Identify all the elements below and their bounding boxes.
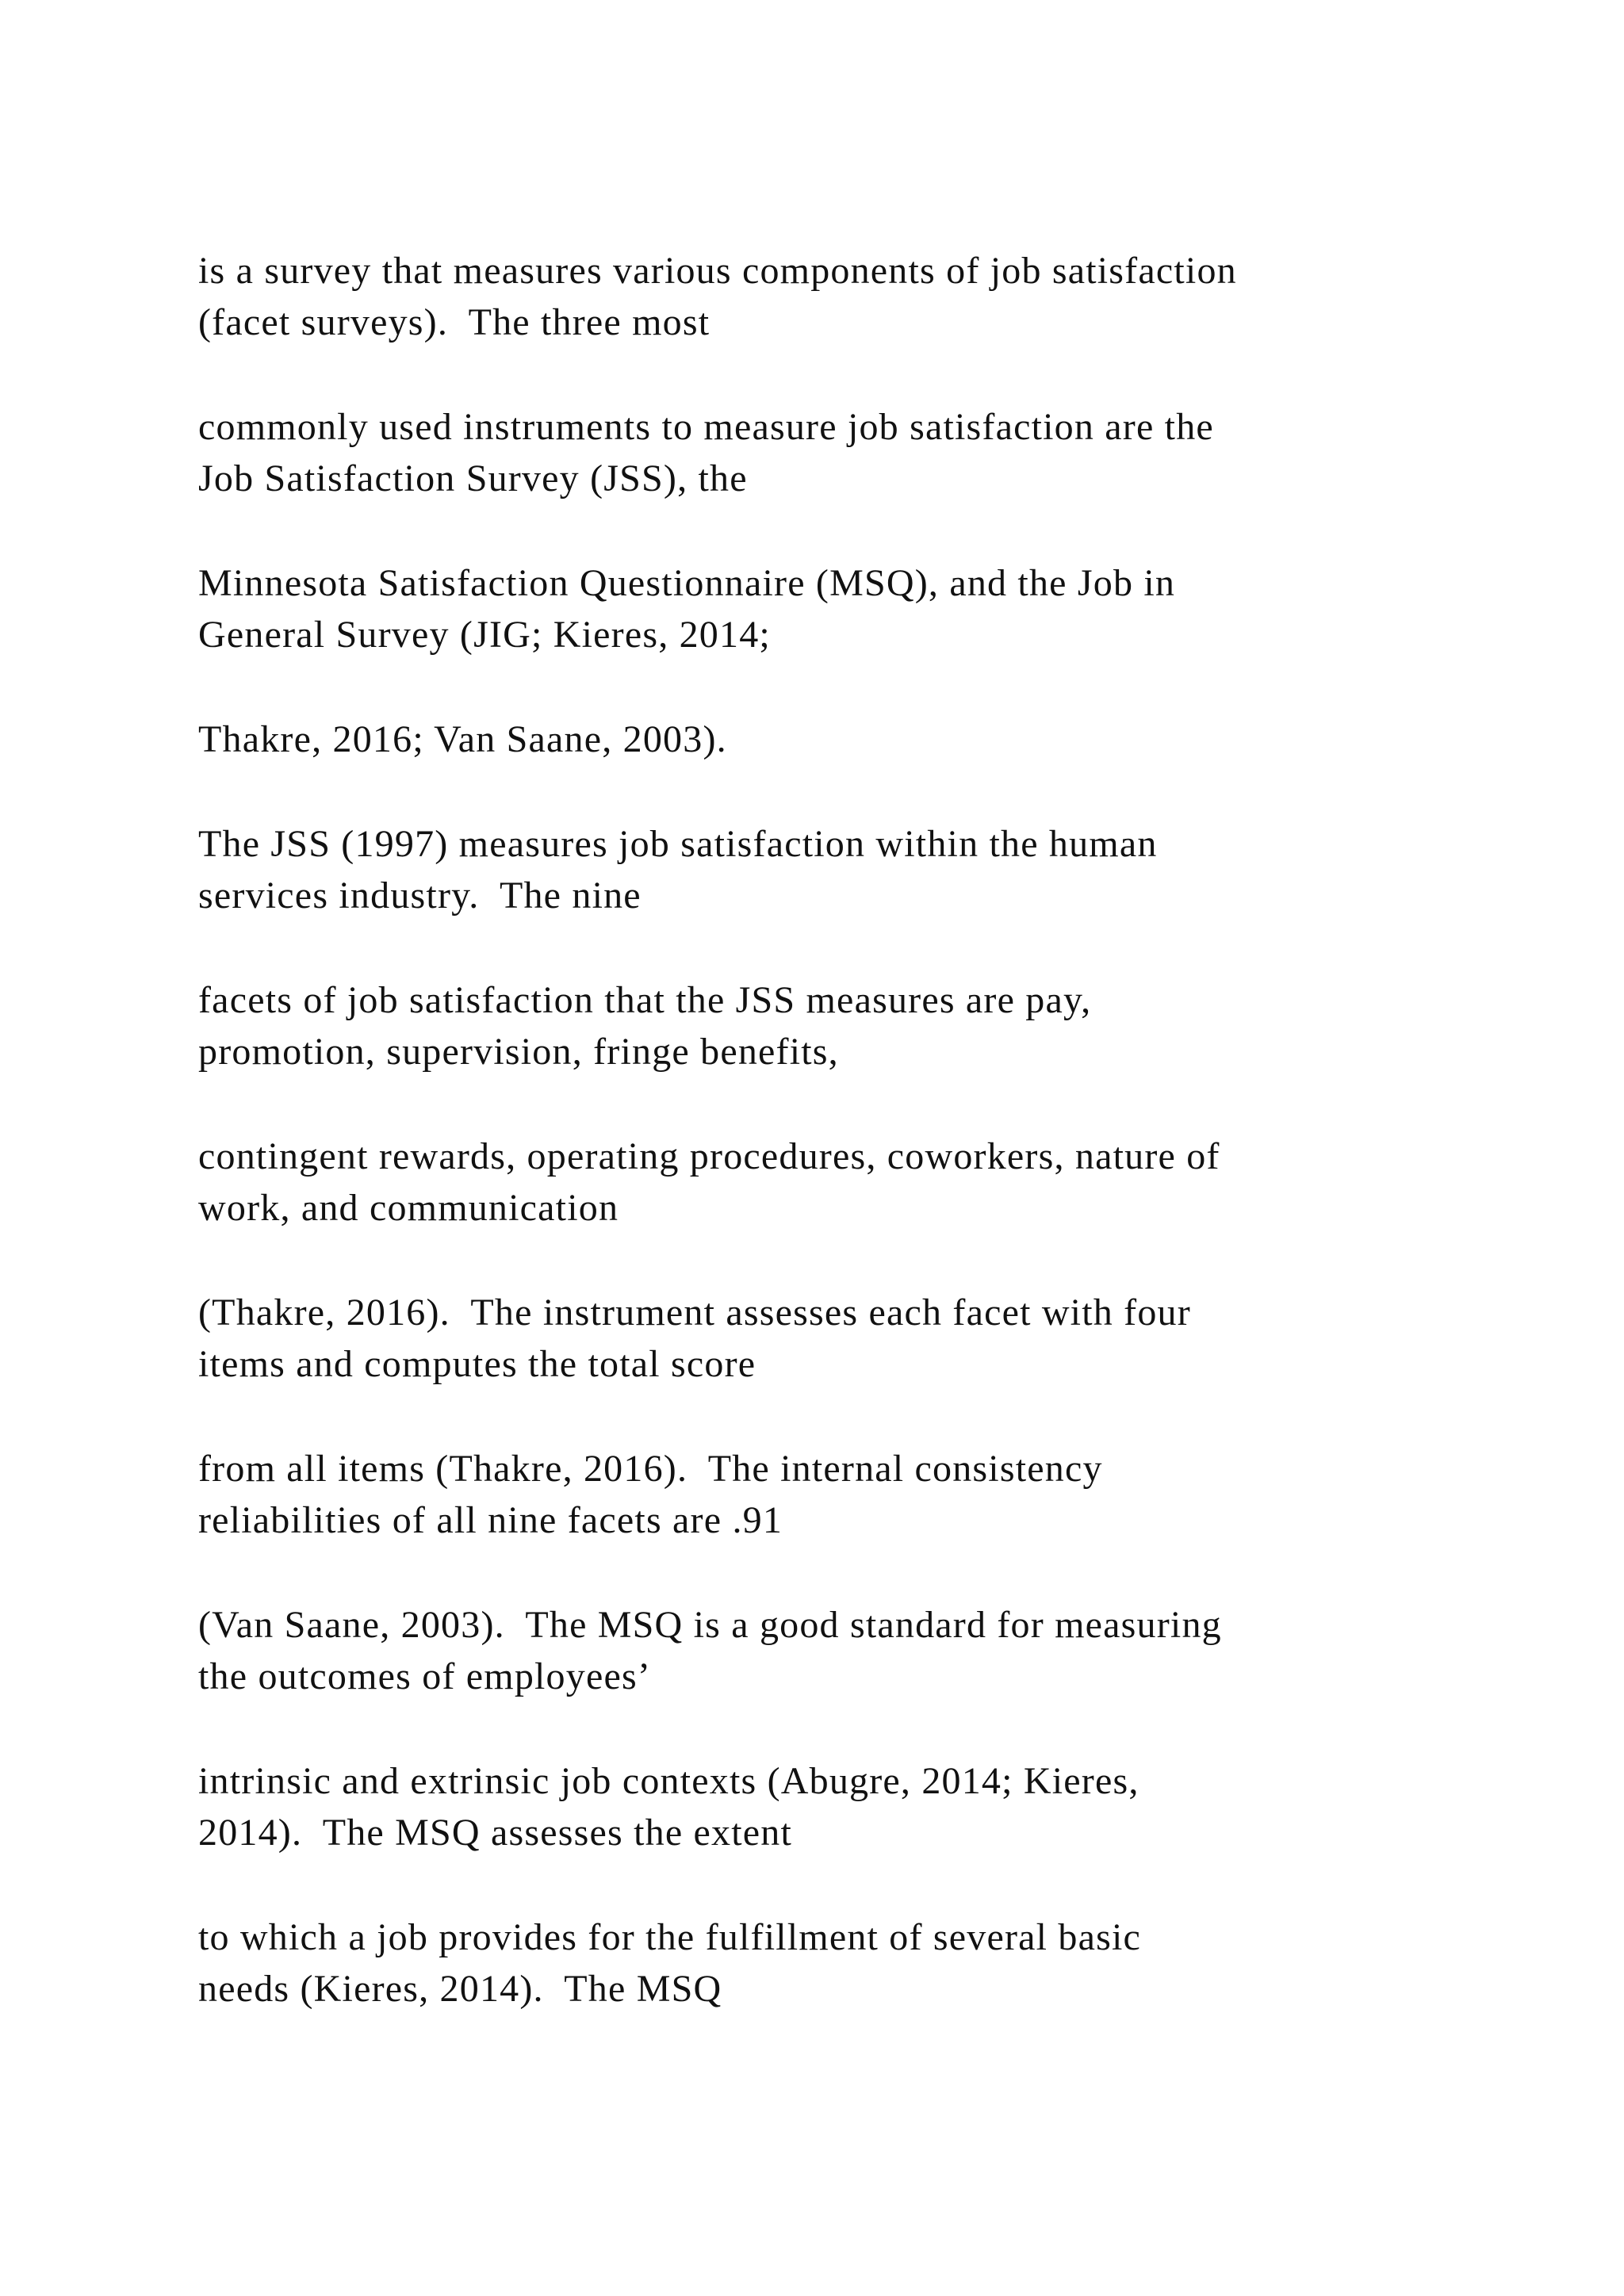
text-line: work, and communication: [198, 1187, 619, 1229]
text-line: General Survey (JIG; Kieres, 2014;: [198, 614, 771, 656]
paragraph: [198, 1443, 1546, 1546]
text-line: (facet surveys). The three most: [198, 301, 710, 343]
text-line: reliabilities of all nine facets are .91: [198, 1499, 783, 1541]
paragraph: [198, 1287, 1546, 1390]
text-line: the outcomes of employees’: [198, 1655, 652, 1697]
text-line: services industry. The nine: [198, 874, 642, 916]
text-line: Thakre, 2016; Van Saane, 2003).: [198, 718, 727, 760]
text-line: (Thakre, 2016). The instrument assesses each facet with four: [198, 1292, 1191, 1334]
text-line: promotion, supervision, fringe benefits,: [198, 1031, 839, 1073]
paragraph: [198, 245, 1546, 348]
paragraph: [198, 1755, 1546, 1858]
paragraph: [198, 714, 1546, 765]
text-line: Job Satisfaction Survey (JSS), the: [198, 457, 748, 499]
paragraph: [198, 1131, 1546, 1234]
paragraph: [198, 401, 1546, 504]
text-line: contingent rewards, operating procedures, coworkers, nature of: [198, 1135, 1220, 1177]
text-line: needs (Kieres, 2014). The MSQ: [198, 1968, 722, 2010]
paragraph: [198, 974, 1546, 1077]
paragraph: [198, 818, 1546, 921]
text-line: facets of job satisfaction that the JSS measures are pay,: [198, 979, 1092, 1021]
body-text: [198, 245, 1546, 2068]
paragraph: [198, 1911, 1546, 2015]
text-line: Minnesota Satisfaction Questionnaire (MSQ), and the Job in: [198, 562, 1176, 604]
text-line: is a survey that measures various components of job satisfaction: [198, 250, 1237, 292]
text-line: (Van Saane, 2003). The MSQ is a good standard for measuring: [198, 1604, 1222, 1646]
text-line: commonly used instruments to measure job satisfaction are the: [198, 406, 1214, 448]
text-line: intrinsic and extrinsic job contexts (Abugre, 2014; Kieres,: [198, 1760, 1139, 1802]
paragraph: [198, 557, 1546, 660]
text-line: from all items (Thakre, 2016). The internal consistency: [198, 1448, 1103, 1490]
text-line: 2014). The MSQ assesses the extent: [198, 1812, 793, 1854]
text-line: items and computes the total score: [198, 1343, 756, 1385]
paragraph: [198, 1599, 1546, 1702]
text-line: The JSS (1997) measures job satisfaction within the human: [198, 823, 1158, 865]
text-line: to which a job provides for the fulfillment of several basic: [198, 1916, 1142, 1958]
